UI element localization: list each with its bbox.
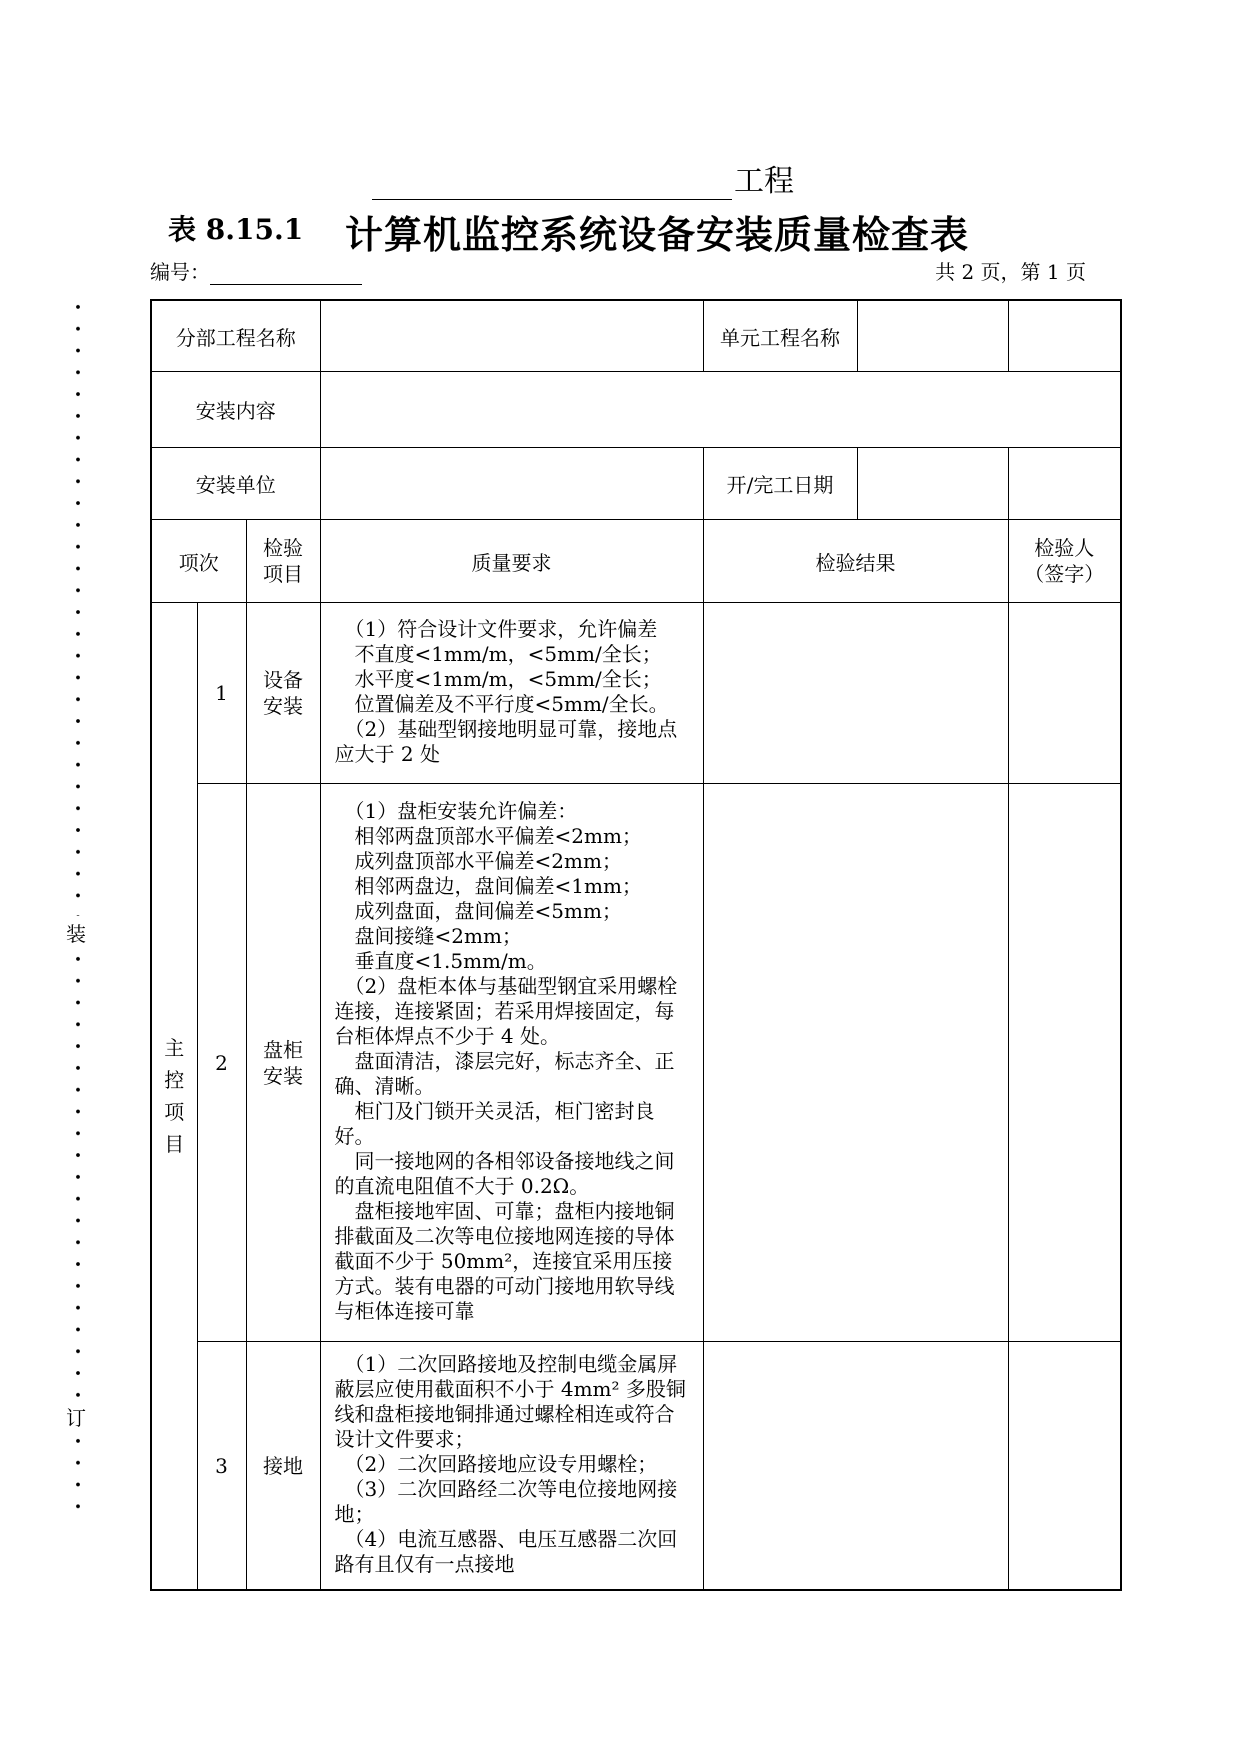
- col-requirement: 质量要求: [320, 520, 703, 603]
- row-requirement-text: （1）盘柜安装允许偏差： 相邻两盘顶部水平偏差<2mm； 成列盘顶部水平偏差<2mm； 相邻两盘边，盘间偏差<1mm； 成列盘面，盘间偏差<5mm； 盘间接缝<2mm； 垂直度<1.5mm/m。 （2）盘柜本体与基础型钢宜采用螺栓连接，连接紧固；若采用焊接固定，每台柜体焊点不少于 4 处。 盘面清洁，漆层完好，标志齐全、正确、清晰。 柜门及门锁开关灵活，柜门密封良好。 同一接地网的各相邻设备接地线之间的直流电阻值不大于 0.2Ω。 盘柜接地牢固、可靠；盘柜内接地铜排截面及二次等电位接地网连接的导体截面不少于 50mm²，连接宜采用压接方式。装有电器的可动门接地用软导线与柜体连接可靠: [334, 799, 678, 1323]
- binding-mark-bottom: 订: [66, 1406, 86, 1430]
- content-label: 安装内容: [151, 372, 320, 448]
- division-label: 分部工程名称: [151, 300, 320, 372]
- unit-value-extension[interactable]: [1008, 300, 1121, 372]
- table-row: [151, 1342, 1121, 1591]
- binding-dots-middle: [76, 948, 80, 1400]
- row-result[interactable]: [703, 784, 1008, 1342]
- dates-value-extension[interactable]: [1008, 448, 1121, 520]
- col-inspector: 检验人 （签字）: [1008, 520, 1121, 603]
- unit-label: 单元工程名称: [704, 301, 858, 371]
- row-requirement-text: （1）二次回路接地及控制电缆金属屏蔽层应使用截面积不小于 4mm² 多股铜线和盘柜接地铜排通过螺栓相连或符合设计文件要求； （2）二次回路接地应设专用螺栓； （3）二次回路经二次等电位接地网接地； （4）电流互感器、电压互感器二次回路有且仅有一点接地: [334, 1352, 686, 1576]
- binding-margin: [58, 296, 98, 1536]
- table-row: [151, 784, 1121, 1342]
- binding-mark-top: 装: [66, 922, 86, 946]
- row-inspector[interactable]: [1008, 784, 1121, 1342]
- col-check-item: 检验 项目: [246, 520, 320, 603]
- content-value[interactable]: [320, 372, 1121, 448]
- row-inspector[interactable]: [1008, 1342, 1121, 1591]
- row-number: 2: [197, 784, 246, 1342]
- row-check-item: 接地: [246, 1342, 320, 1591]
- unit-cell: [703, 300, 1008, 372]
- row-requirement: [320, 1342, 703, 1591]
- project-name-blank[interactable]: [372, 169, 732, 200]
- dates-label: 开/完工日期: [704, 448, 858, 519]
- page-info: 共 2 页，第 1 页: [935, 260, 1086, 284]
- project-suffix: 工程: [734, 164, 794, 199]
- row-number: 3: [197, 1342, 246, 1591]
- col-item-no: 项次: [151, 520, 246, 603]
- info-row-content: [151, 372, 1121, 448]
- row-result[interactable]: [703, 603, 1008, 784]
- dates-cell: [703, 448, 1008, 520]
- row-requirement-text: （1）符合设计文件要求，允许偏差 不直度<1mm/m，<5mm/全长； 水平度<1mm/m，<5mm/全长； 位置偏差及不平行度<5mm/全长。 （2）基础型钢接地明显可靠，接地点应大于 2 处: [334, 617, 678, 766]
- row-check-item: 设备 安装: [246, 603, 320, 784]
- inspection-form-table: [150, 299, 1122, 1591]
- unit-value[interactable]: [858, 301, 1008, 371]
- installer-label: 安装单位: [151, 448, 320, 520]
- row-number: 1: [197, 603, 246, 784]
- page-title: 计算机监控系统设备安装质量检查表: [345, 212, 970, 257]
- info-row-division: [151, 300, 1121, 372]
- serial-label: 编号：: [150, 260, 210, 284]
- category-main-control: 主 控 项 目: [151, 603, 197, 1591]
- row-inspector[interactable]: [1008, 603, 1121, 784]
- row-result[interactable]: [703, 1342, 1008, 1591]
- info-row-installer: [151, 448, 1121, 520]
- row-requirement: [320, 784, 703, 1342]
- table-row: [151, 603, 1121, 784]
- table-number: 表 8.15.1: [168, 213, 304, 246]
- division-value[interactable]: [320, 300, 703, 372]
- dates-value[interactable]: [858, 448, 1008, 519]
- serial-number: [150, 256, 362, 285]
- row-check-item: 盘柜 安装: [246, 784, 320, 1342]
- installer-value[interactable]: [320, 448, 703, 520]
- column-header-row: [151, 520, 1121, 603]
- col-result: 检验结果: [703, 520, 1008, 603]
- binding-dots-top: [76, 296, 80, 916]
- serial-blank[interactable]: [210, 264, 362, 285]
- project-name-line: [372, 156, 794, 200]
- binding-dots-bottom: [76, 1430, 80, 1518]
- row-requirement: [320, 603, 703, 784]
